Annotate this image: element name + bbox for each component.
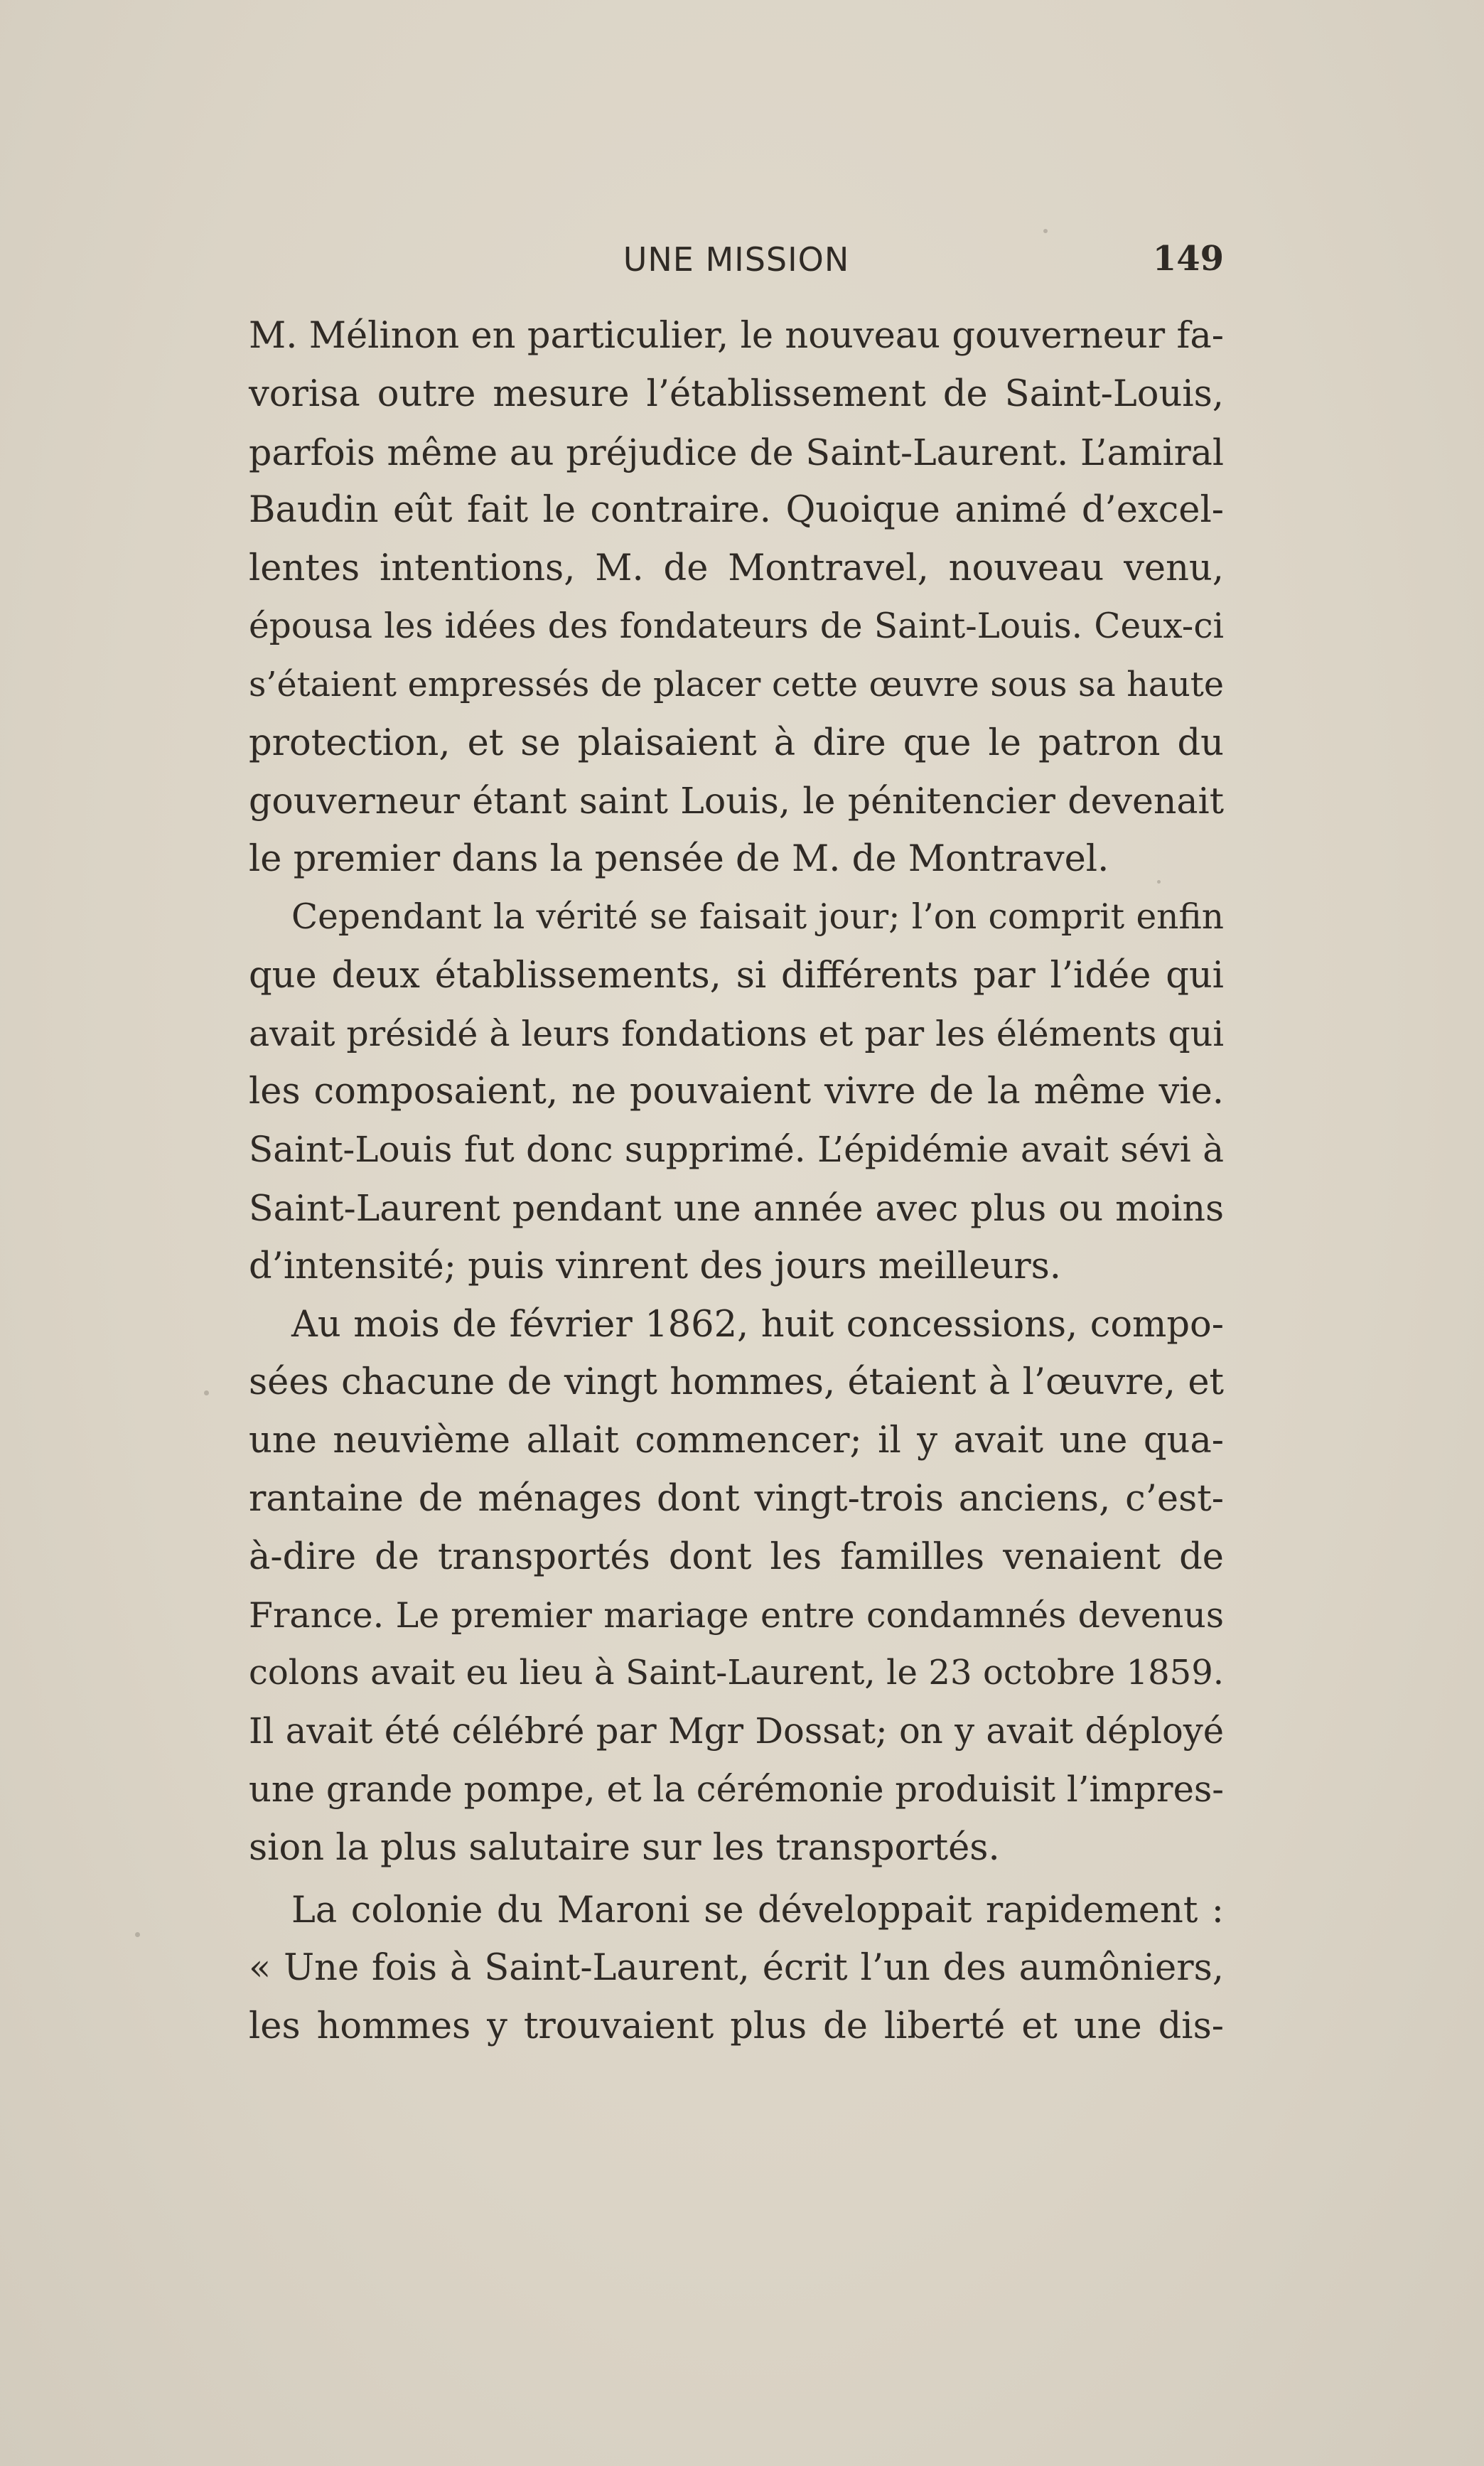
paragraph-2-line-2: que deux établissements, si différents par l’idée qui (249, 954, 1224, 997)
paragraph-4-line-1: La colonie du Maroni se développait rapidement : (291, 1889, 1224, 1931)
paper-speck (135, 1932, 140, 1937)
paper-speck (204, 1390, 209, 1395)
paragraph-1-line-1: M. Mélinon en particulier, le nouveau gouverneur fa- (249, 315, 1224, 357)
paper-speck (1157, 880, 1161, 884)
paragraph-1-line-7: s’étaient empressés de placer cette œuvre sous sa haute (249, 665, 1224, 704)
paragraph-2-line-5: Saint-Louis fut donc supprimé. L’épidémie avait sévi à (249, 1129, 1224, 1171)
paragraph-1-line-8: protection, et se plaisaient à dire que le patron du (249, 722, 1224, 764)
paper-speck (1043, 229, 1048, 233)
paragraph-2-line-1: Cependant la vérité se faisait jour; l’on comprit enfin (291, 896, 1224, 937)
paragraph-1-line-9: gouverneur étant saint Louis, le pénitencier devenait (249, 780, 1224, 822)
paragraph-1-line-3: parfois même au préjudice de Saint-Laurent. L’amiral (249, 431, 1224, 473)
paragraph-1-line-4: Baudin eût fait le contraire. Quoique animé d’excel- (249, 489, 1224, 532)
paragraph-2-line-3: avait présidé à leurs fondations et par les éléments qui (249, 1013, 1224, 1054)
body-text (249, 307, 1224, 2056)
running-title: UNE MISSION (623, 240, 850, 279)
paragraph-3-line-8: Il avait été célébré par Mgr Dossat; on y avait déployé (249, 1710, 1224, 1752)
paragraph-3-line-1: Au mois de février 1862, huit concessions, compo- (291, 1303, 1224, 1346)
page-number: 149 (1152, 239, 1224, 279)
paragraph-2-line-6: Saint-Laurent pendant une année avec plus ou moins (249, 1186, 1224, 1229)
paragraph-1-line-10: le premier dans la pensée de M. de Montravel. (249, 838, 1109, 881)
paragraph-3-line-6: France. Le premier mariage entre condamnés devenus (249, 1594, 1224, 1636)
paragraph-1-line-2: vorisa outre mesure l’établissement de Saint-Louis, (249, 372, 1224, 415)
paragraph-3-line-5: à-dire de transportés dont les familles venaient de (249, 1535, 1224, 1578)
paragraph-3-line-3: une neuvième allait commencer; il y avait une qua- (249, 1420, 1224, 1462)
paragraph-1-line-5: lentes intentions, M. de Montravel, nouveau venu, (249, 547, 1224, 590)
paragraph-3-line-10: sion la plus salutaire sur les transportés. (249, 1826, 1000, 1869)
paragraph-2-line-7: d’intensité; puis vinrent des jours meilleurs. (249, 1245, 1061, 1287)
paragraph-4-line-2: « Une fois à Saint-Laurent, écrit l’un des aumôniers, (249, 1947, 1224, 1990)
paragraph-3-line-2: sées chacune de vingt hommes, étaient à l’œuvre, et (249, 1361, 1224, 1404)
paragraph-2-line-4: les composaient, ne pouvaient vivre de la même vie. (249, 1071, 1224, 1113)
paragraph-1-line-6: épousa les idées des fondateurs de Saint-Louis. Ceux-ci (249, 606, 1224, 646)
running-head (249, 233, 1224, 283)
paragraph-3-line-9: une grande pompe, et la cérémonie produisit l’impres- (249, 1768, 1224, 1810)
paragraph-3-line-7: colons avait eu lieu à Saint-Laurent, le 23 octobre 1859. (249, 1653, 1224, 1693)
paragraph-4-line-3: les hommes y trouvaient plus de liberté et une dis- (249, 2005, 1224, 2048)
paragraph-3-line-4: rantaine de ménages dont vingt-trois anciens, c’est- (249, 1477, 1224, 1520)
